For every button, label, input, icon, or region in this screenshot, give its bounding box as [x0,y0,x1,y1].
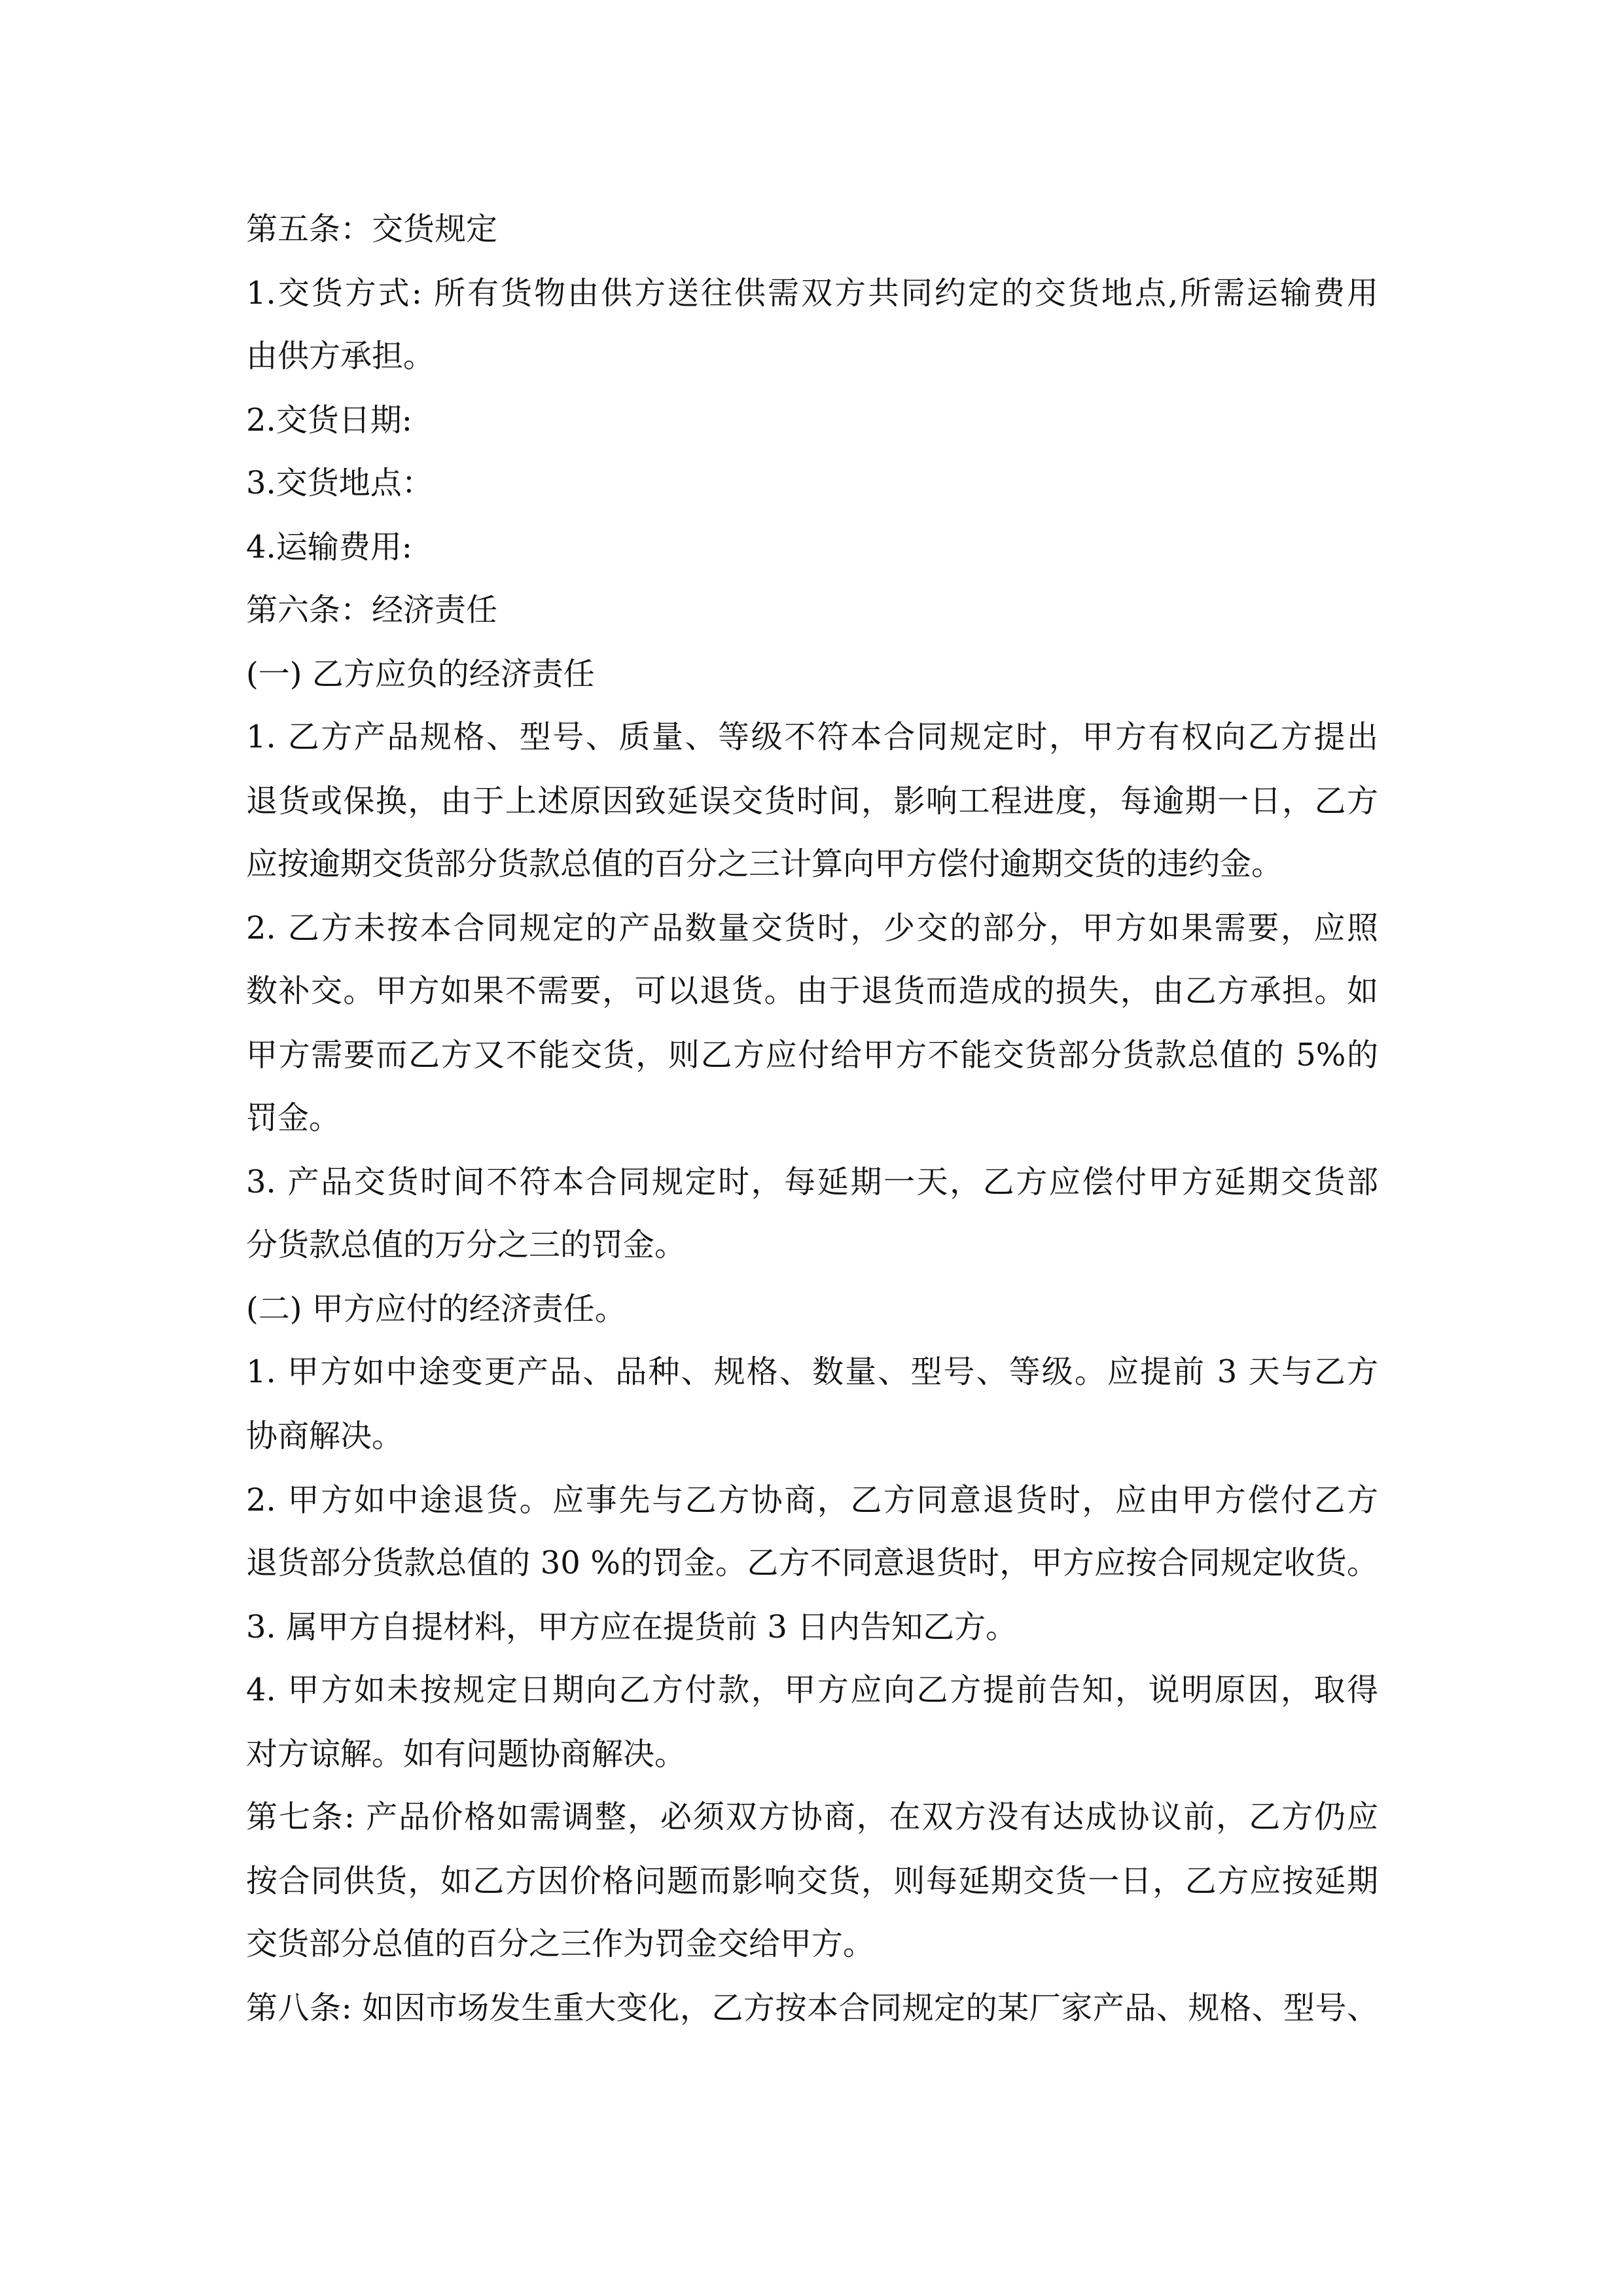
article-6-title: 第六条：经济责任 [246,592,498,628]
article-5-item-1-line-1: 1.交货方式: 所有货物由供方送往供需双方共同约定的交货地点,所需运输费用 [246,275,1378,312]
section-1-para-2-line-4: 罚金。 [246,1100,341,1136]
section-1-para-2-line-2: 数补交。甲方如果不需要，可以退货。由于退货而造成的损失，由乙方承担。如 [246,973,1378,1009]
article-5-item-4: 4.运输费用: [246,529,412,565]
article-7-line-3: 交货部分总值的百分之三作为罚金交给甲方。 [246,1926,875,1962]
section-2-para-1-line-1: 1. 甲方如中途变更产品、品种、规格、数量、型号、等级。应提前 3 天与乙方 [246,1354,1378,1390]
section-2-heading: (二) 甲方应付的经济责任。 [246,1291,626,1327]
article-5-item-3: 3.交货地点： [246,465,433,501]
section-1-para-3-line-1: 3. 产品交货时间不符本合同规定时，每延期一天，乙方应偿付甲方延期交货部 [246,1164,1378,1200]
section-2-para-2-line-2: 退货部分货款总值的 30 %的罚金。乙方不同意退货时，甲方应按合同规定收货。 [246,1545,1378,1581]
article-5-item-2: 2.交货日期: [246,402,412,439]
section-1-para-2-line-3: 甲方需要而乙方又不能交货，则乙方应付给甲方不能交货部分货款总值的 5%的 [246,1037,1378,1073]
section-1-heading: (一) 乙方应负的经济责任 [246,656,595,692]
section-2-para-2-line-1: 2. 甲方如中途退货。应事先与乙方协商，乙方同意退货时，应由甲方偿付乙方 [246,1482,1378,1518]
section-1-para-3-line-2: 分货款总值的万分之三的罚金。 [246,1227,687,1263]
section-1-para-1-line-2: 退货或保换，由于上述原因致延误交货时间，影响工程进度，每逾期一日，乙方 [246,783,1378,819]
section-1-para-2-line-1: 2. 乙方未按本合同规定的产品数量交货时，少交的部分，甲方如果需要，应照 [246,910,1378,946]
section-1-para-1-line-3: 应按逾期交货部分货款总值的百分之三计算向甲方偿付逾期交货的违约金。 [246,846,1283,882]
section-2-para-3-line-1: 3. 属甲方自提材料，甲方应在提货前 3 日内告知乙方。 [246,1609,1018,1645]
section-2-para-4-line-2: 对方谅解。如有问题协商解决。 [246,1736,687,1772]
article-5-item-1-line-2: 由供方承担。 [246,338,435,374]
section-1-para-1-line-1: 1. 乙方产品规格、型号、质量、等级不符本合同规定时，甲方有权向乙方提出 [246,719,1378,755]
section-2-para-4-line-1: 4. 甲方如未按规定日期向乙方付款，甲方应向乙方提前告知，说明原因，取得 [246,1672,1378,1708]
section-2-para-1-line-2: 协商解决。 [246,1418,404,1454]
article-5-title: 第五条：交货规定 [246,211,498,247]
article-7-line-1: 第七条: 产品价格如需调整，必须双方协商，在双方没有达成协议前，乙方仍应 [246,1799,1378,1835]
article-8-line-1: 第八条: 如因市场发生重大变化，乙方按本合同规定的某厂家产品、规格、型号、 [246,1990,1378,2026]
article-7-line-2: 按合同供货，如乙方因价格问题而影响交货，则每延期交货一日，乙方应按延期 [246,1863,1378,1899]
